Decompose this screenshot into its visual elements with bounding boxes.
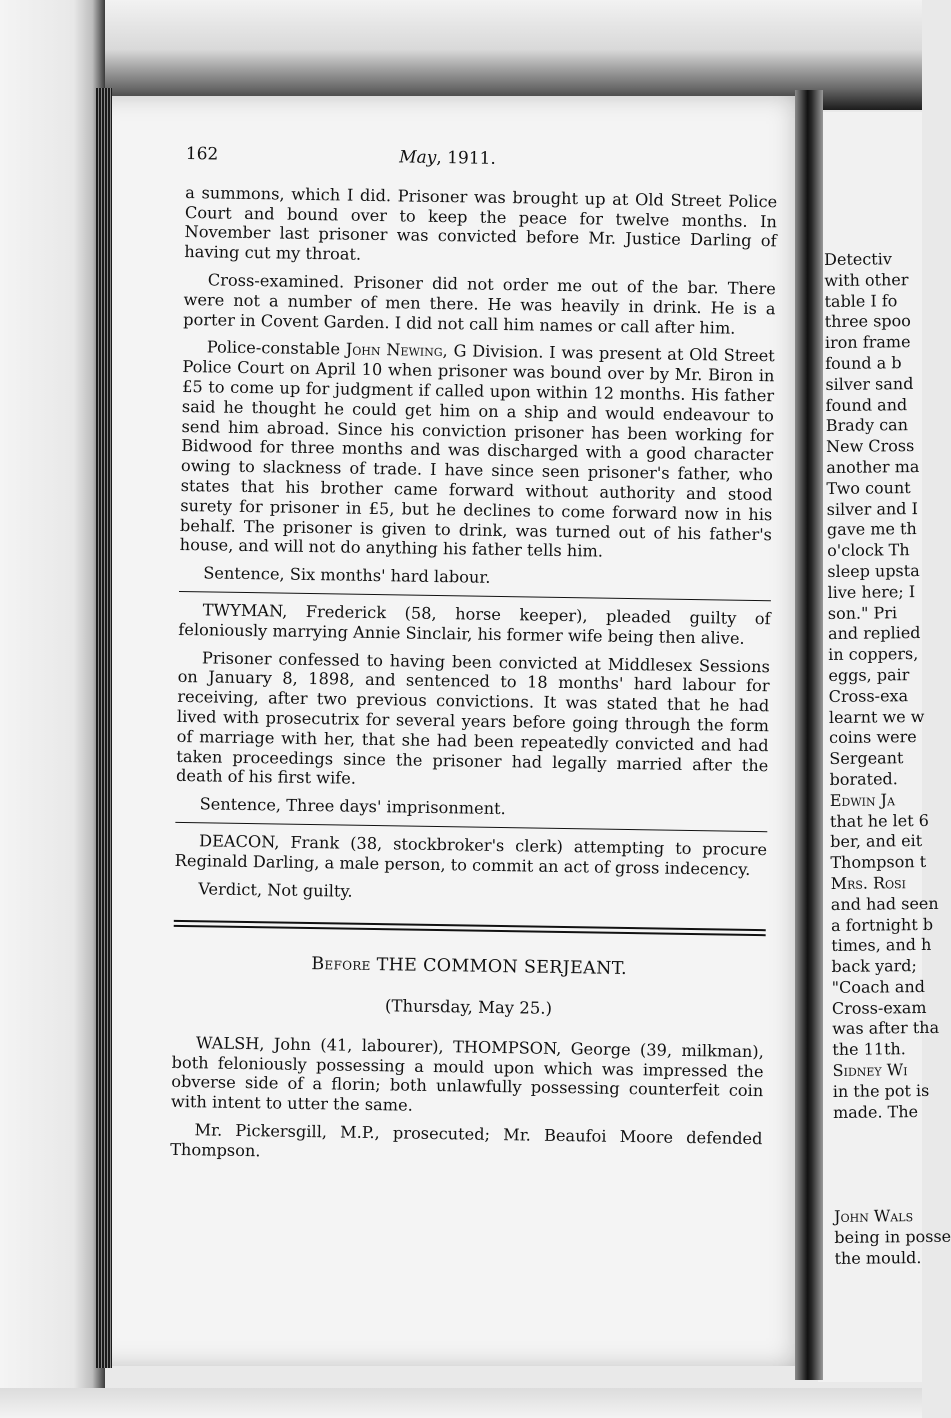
right-line: Cross-exa bbox=[828, 685, 909, 706]
right-line: in coppers, bbox=[828, 644, 919, 665]
right-gap bbox=[834, 1164, 944, 1207]
section-double-rule bbox=[174, 920, 766, 936]
right-line: back yard; bbox=[831, 956, 917, 977]
book-page-edges bbox=[96, 88, 112, 1368]
right-line: Two count bbox=[826, 477, 911, 498]
book-gutter bbox=[795, 90, 823, 1380]
right-line: o'clock Th bbox=[827, 540, 910, 561]
right-line: being in posse bbox=[834, 1226, 951, 1248]
scan-top-border bbox=[0, 0, 922, 110]
testimony-paragraph: a summons, which I did. Prisoner was brought up at Old Street Police Court and bound over to keep the peace for twelve months. In November last prisoner was convicted before Mr. Justice Darling of having cut my throat. bbox=[184, 182, 778, 264]
right-line: that he let 6 bbox=[829, 810, 930, 831]
right-line: Mrs. Rosi bbox=[830, 873, 907, 893]
right-line: iron frame bbox=[824, 332, 911, 353]
page-header bbox=[186, 145, 496, 170]
case-divider bbox=[175, 822, 767, 832]
running-head-month: May bbox=[399, 147, 437, 168]
scan-bottom-border bbox=[0, 1388, 922, 1418]
right-line: John Wals bbox=[834, 1206, 914, 1227]
counsel-line: Mr. Pickersgill, M.P., prosecuted; Mr. Beaufoi Moore defended Thompson. bbox=[170, 1120, 763, 1161]
right-line: gave me th bbox=[826, 519, 917, 540]
right-line: learnt we w bbox=[828, 706, 925, 727]
cross-examination-paragraph: Cross-examined. Prisoner did not order me out of the bar. There were not a number of men there. He was heavily in drink. He is a porter in Covent Garden. I did not call him names or call after him. bbox=[183, 270, 776, 338]
constable-prefix: Police-constable bbox=[206, 337, 347, 359]
right-line: live here; I bbox=[827, 581, 916, 602]
right-line: in the pot is bbox=[832, 1080, 930, 1101]
right-line: found and bbox=[825, 394, 908, 415]
case-heading-walsh-thompson: WALSH, John (41, labourer), THOMPSON, George (39, milkman), both feloniously possessing a mould upon which was impressed the obverse side of a florin; both unlawfully possessing counterfeit coin with intent to utter the same. bbox=[170, 1033, 764, 1115]
sentence-line: Sentence, Six months' hard labour. bbox=[203, 563, 491, 587]
right-line: with other bbox=[824, 269, 909, 290]
case-heading-deacon: DEACON, Frank (38, stockbroker's clerk) attempting to procure Reginald Darling, a male person, to commit an act of gross indecency. bbox=[174, 831, 768, 879]
running-head bbox=[399, 148, 496, 169]
right-line: sleep upsta bbox=[827, 560, 920, 581]
constable-name: John Newing bbox=[345, 339, 443, 361]
right-line: eggs, pair bbox=[828, 665, 910, 685]
running-head-year: , 1911. bbox=[436, 147, 496, 169]
case-body-twyman: Prisoner confessed to having been convicted at Middlesex Sessions on January 8, 1898, and sentenced to 18 months' hard labour for receiving, after two previous convictions. It was stated that he had lived with prosecutrix for several years before going through the form of marriage with her, that she had been repeatedly convicted and had taken proceedings since the prisoner had legally married after the death of his first wife. bbox=[175, 647, 771, 789]
court-before: Before bbox=[311, 954, 371, 976]
right-line: silver and I bbox=[826, 498, 918, 519]
page-number: 162 bbox=[185, 144, 219, 165]
constable-statement: , G Division. I was present at Old Street Police Court on April 10 when prisoner was bound over by Mr. Biron in £5 to come up for judgment if called upon within 12 months. His father said he thought he could get him on a ship and would endeavour to send him abroad. Since his conviction prisoner has been working for Bidwood for three months and was discharged with a good character owing to slackness of trade. I have since seen prisoner's father, who states that his brother came forward without authority and stood surety for prisoner in £5, but he declines to come forward now in his behalf. The prisoner is given to drink, was turned out of his father's house, and will not do anything his father tells him. bbox=[179, 341, 775, 561]
right-line: Thompson t bbox=[830, 852, 927, 873]
right-line: a fortnight b bbox=[830, 914, 934, 935]
right-line: coins were bbox=[829, 727, 917, 748]
sentence-line: Sentence, Three days' imprisonment. bbox=[199, 794, 506, 819]
right-line: made. The bbox=[832, 1101, 919, 1122]
right-line: ber, and eit bbox=[830, 831, 923, 852]
right-line: three spoo bbox=[824, 311, 911, 332]
right-line: Edwin Ja bbox=[829, 790, 896, 810]
case-divider bbox=[179, 591, 771, 601]
right-line: New Cross bbox=[825, 436, 915, 457]
constable-testimony bbox=[180, 337, 775, 564]
right-line: silver sand bbox=[825, 373, 914, 394]
right-line: another ma bbox=[826, 456, 920, 477]
verdict-line: Verdict, Not guilty. bbox=[198, 878, 353, 901]
right-line: the mould. bbox=[834, 1248, 922, 1269]
court-name: THE COMMON SERJEANT. bbox=[370, 955, 628, 980]
right-line: and replied bbox=[827, 623, 921, 644]
right-line: times, and h bbox=[831, 935, 932, 956]
right-gap bbox=[833, 1122, 943, 1165]
right-line: Sidney Wi bbox=[832, 1060, 908, 1081]
right-page-text bbox=[824, 249, 951, 1270]
court-heading bbox=[173, 953, 765, 982]
court-date: (Thursday, May 25.) bbox=[384, 996, 553, 1018]
right-line: Sergeant bbox=[829, 748, 904, 769]
right-line: and had seen bbox=[830, 893, 939, 914]
right-line: was after tha bbox=[832, 1018, 940, 1039]
right-line: found a b bbox=[825, 353, 902, 373]
scan-left-border bbox=[0, 0, 105, 1418]
left-page-text bbox=[170, 145, 778, 1177]
right-line: table I fo bbox=[824, 290, 898, 311]
right-line: borated. bbox=[829, 769, 898, 789]
right-line: Brady can bbox=[825, 415, 909, 436]
right-line: the 11th. bbox=[832, 1039, 906, 1060]
right-line: "Coach and bbox=[831, 976, 926, 997]
right-line: Cross-exam bbox=[831, 997, 927, 1018]
right-line: Detectiv bbox=[824, 249, 892, 269]
case-heading-twyman: TWYMAN, Frederick (58, horse keeper), pleaded guilty of feloniously marrying Annie Sinclair, his former wife being then alive. bbox=[178, 600, 771, 648]
right-line: son." Pri bbox=[827, 602, 898, 623]
